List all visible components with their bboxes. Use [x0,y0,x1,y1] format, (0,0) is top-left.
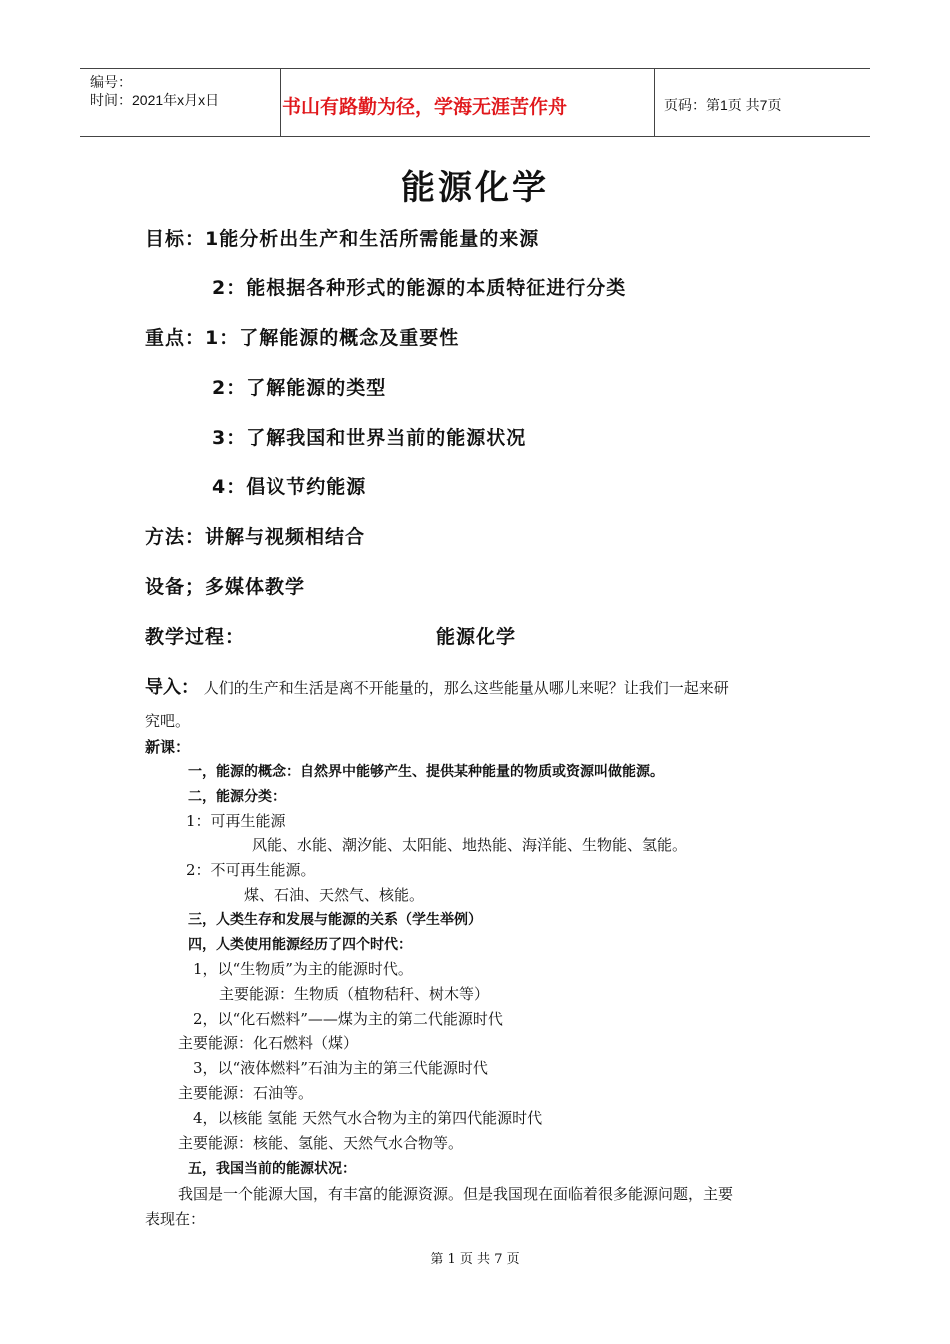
intro-text-1: 人们的生产和生活是离不开能量的，那么这些能量从哪儿来呢？让我们一起来研 [203,679,729,697]
new-lesson-heading: 新课： [145,738,191,756]
key-point-3: 3：了解我国和世界当前的能源状况 [212,427,527,449]
header-divider-left [280,68,281,136]
intro-lead: 导入： [145,677,199,698]
goal-line-2: 2：能根据各种形式的能源的本质特征进行分类 [212,277,627,299]
section-2-item-1-detail: 风能、水能、潮汐能、太阳能、地热能、海洋能、生物能、氢能。 [252,836,688,854]
process-label: 教学过程： [145,626,246,648]
section-5-text-2: 表现在： [145,1210,206,1228]
era-3: 3，以“液体燃料”石油为主的第三代能源时代 [193,1059,488,1077]
section-4: 四，人类使用能源经历了四个时代： [188,937,412,953]
era-4: 4，以核能 氢能 天然气水合物为主的第四代能源时代 [193,1109,543,1127]
section-1: 一，能源的概念：自然界中能够产生、提供某种能量的物质或资源叫做能源。 [188,764,664,780]
era-3-main: 主要能源：石油等。 [178,1084,314,1102]
serial-label: 编号： [90,74,132,90]
era-2-main: 主要能源：化石燃料（煤） [178,1034,359,1052]
header-bottom-border [80,136,870,137]
era-1: 1，以“生物质”为主的能源时代。 [193,960,413,978]
era-2: 2，以“化石燃料”——煤为主的第二代能源时代 [193,1010,503,1028]
section-2-item-2: 2：不可再生能源。 [186,861,316,879]
header-divider-right [654,68,655,136]
process-topic: 能源化学 [436,626,517,648]
section-2: 二，能源分类： [188,789,286,805]
era-1-main: 主要能源：生物质（植物秸秆、树木等） [219,985,490,1003]
section-2-item-1: 1：可再生能源 [186,812,286,830]
era-4-main: 主要能源：核能、氢能、天然气水合物等。 [178,1134,464,1152]
intro-paragraph [145,673,729,699]
method: 方法：讲解与视频相结合 [145,526,366,548]
key-point-4: 4：倡议节约能源 [212,476,367,498]
section-5: 五，我国当前的能源状况： [188,1161,356,1177]
time-label: 时间：2021年x月x日 [90,92,220,108]
key-point-2: 2：了解能源的类型 [212,377,387,399]
equipment: 设备；多媒体教学 [145,576,306,598]
intro-text-2: 究吧。 [145,712,191,730]
page-footer: 第 1 页 共 7 页 [430,1252,520,1267]
section-2-item-2-detail: 煤、石油、天然气、核能。 [244,886,425,904]
page-info: 页码：第1页 共7页 [664,97,782,113]
section-3: 三，人类生存和发展与能源的关系（学生举例） [188,912,482,928]
key-point-1: 重点：1：了解能源的概念及重要性 [145,327,460,349]
header-top-border [80,68,870,69]
motto: 书山有路勤为径，学海无涯苦作舟 [282,96,568,118]
section-5-text-1: 我国是一个能源大国，有丰富的能源资源。但是我国现在面临着很多能源问题，主要 [178,1185,734,1203]
page-title: 能源化学 [401,168,549,208]
goal-line-1: 目标：1能分析出生产和生活所需能量的来源 [145,228,540,250]
